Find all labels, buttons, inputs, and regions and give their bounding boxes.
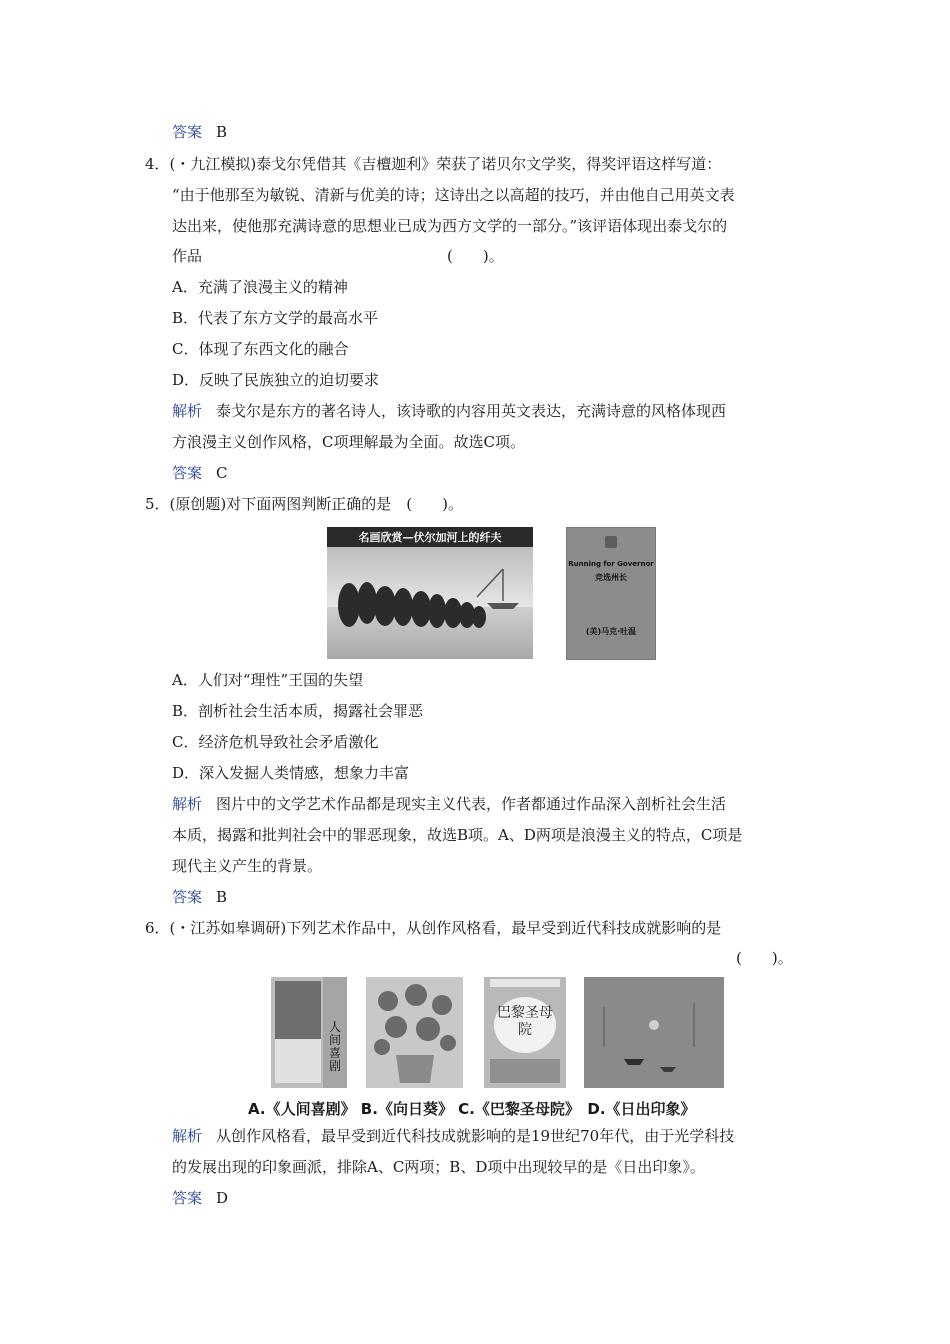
answer-label: 答案 (172, 888, 203, 906)
explanation-q6-line-1: 解析 从创作风格看，最早受到近代科技成就影响的是19世纪70年代，由于光学科技 (172, 1127, 735, 1145)
answer-blank: ( )。 (447, 247, 504, 265)
book-chinese-title: 竞选州长 (595, 573, 627, 582)
question-4-line-2: “由于他那至为敏锐、清新与优美的诗；这诗出之以高超的技巧，并由他自己用英文表 (172, 186, 735, 204)
answer-value: B (216, 123, 228, 141)
option-a: A．充满了浪漫主义的精神 (172, 278, 348, 296)
option-a: A．人们对“理性”王国的失望 (172, 671, 364, 689)
option-d: D．深入发掘人类情感，想象力丰富 (172, 764, 410, 782)
answer-value: B (216, 888, 228, 906)
comedy-title: 人间喜剧 (329, 1020, 342, 1073)
answer-blank: ( )。 (736, 949, 793, 967)
option-c: C．体现了东西文化的融合 (172, 340, 349, 358)
explanation-q6-line-2: 的发展出现的印象画派，排除A、C两项；B、D项中出现较早的是《日出印象》。 (172, 1158, 705, 1176)
explanation-label: 解析 (172, 795, 203, 813)
question-4-line-3: 达出来，使他那充满诗意的思想业已成为西方文学的一部分。”该评语体现出泰戈尔的 (172, 217, 728, 235)
images-caption: A.《人间喜剧》 B.《向日葵》 C.《巴黎圣母院》 D.《日出印象》 (248, 1100, 696, 1118)
answer-q3 (172, 122, 227, 142)
human-comedy-book (271, 977, 347, 1088)
answer-label: 答案 (172, 1189, 203, 1207)
castle-picture-icon (275, 981, 321, 1039)
answer-q6 (172, 1188, 228, 1208)
explanation-q4-line-1: 解析 泰戈尔是东方的著名诗人，该诗歌的内容用英文表达，充满诗意的风格体现西 (172, 402, 727, 420)
explanation-label: 解析 (172, 1127, 203, 1145)
answer-value: D (216, 1189, 229, 1207)
answer-label: 答案 (172, 464, 203, 482)
option-b: B．代表了东方文学的最高水平 (172, 309, 379, 327)
explanation-q4-line-2: 方浪漫主义创作风格，C项理解最为全面。故选C项。 (172, 433, 525, 451)
option-d: D．反映了民族独立的迫切要求 (172, 371, 380, 389)
explanation-q5-line-2: 本质，揭露和批判社会中的罪恶现象，故选B项。A、D两项是浪漫主义的特点，C项是 (172, 826, 743, 844)
haulers-figures-icon (327, 527, 533, 659)
explanation-label: 解析 (172, 402, 203, 420)
answer-value: C (216, 464, 228, 482)
answer-label: 答案 (172, 123, 203, 141)
explanation-q5-line-3: 现代主义产生的背景。 (172, 857, 323, 875)
question-4-line-4: 作品 (172, 247, 203, 265)
option-c: C．经济危机导致社会矛盾激化 (172, 733, 379, 751)
notre-dame-book (484, 977, 566, 1088)
question-4-line-1: 4．(・九江模拟)泰戈尔凭借其《吉檀迦利》荣获了诺贝尔文学奖，得奖评语这样写道： (145, 155, 722, 173)
emblem-icon (605, 536, 617, 548)
question-6-line-1: 6．(・江苏如皋调研)下列艺术作品中，从创作风格看，最早受到近代科技成就影响的是 (145, 919, 722, 937)
answer-q5 (172, 887, 227, 907)
question-5: 5．(原创题)对下面两图判断正确的是 ( )。 (145, 495, 463, 513)
answer-q4 (172, 463, 228, 483)
harbor-scene-icon (584, 977, 724, 1088)
painting-title: 名画欣赏—伏尔加河上的纤夫 (358, 531, 502, 544)
barge-haulers-painting (327, 527, 533, 659)
option-b: B．剖析社会生活本质，揭露社会罪恶 (172, 702, 424, 720)
notre-dame-title: 巴黎圣母院 (497, 1005, 553, 1038)
sunflowers-painting (366, 977, 463, 1088)
impression-sunrise-painting (584, 977, 724, 1088)
book-author: (美)马克·吐温 (585, 627, 637, 636)
sunflowers-icon (366, 977, 463, 1088)
explanation-q5-line-1: 解析 图片中的文学艺术作品都是现实主义代表，作者都通过作品深入剖析社会生活 (172, 795, 727, 813)
running-for-governor-book (566, 527, 656, 660)
book-english-title: Running for Governor (568, 560, 654, 568)
